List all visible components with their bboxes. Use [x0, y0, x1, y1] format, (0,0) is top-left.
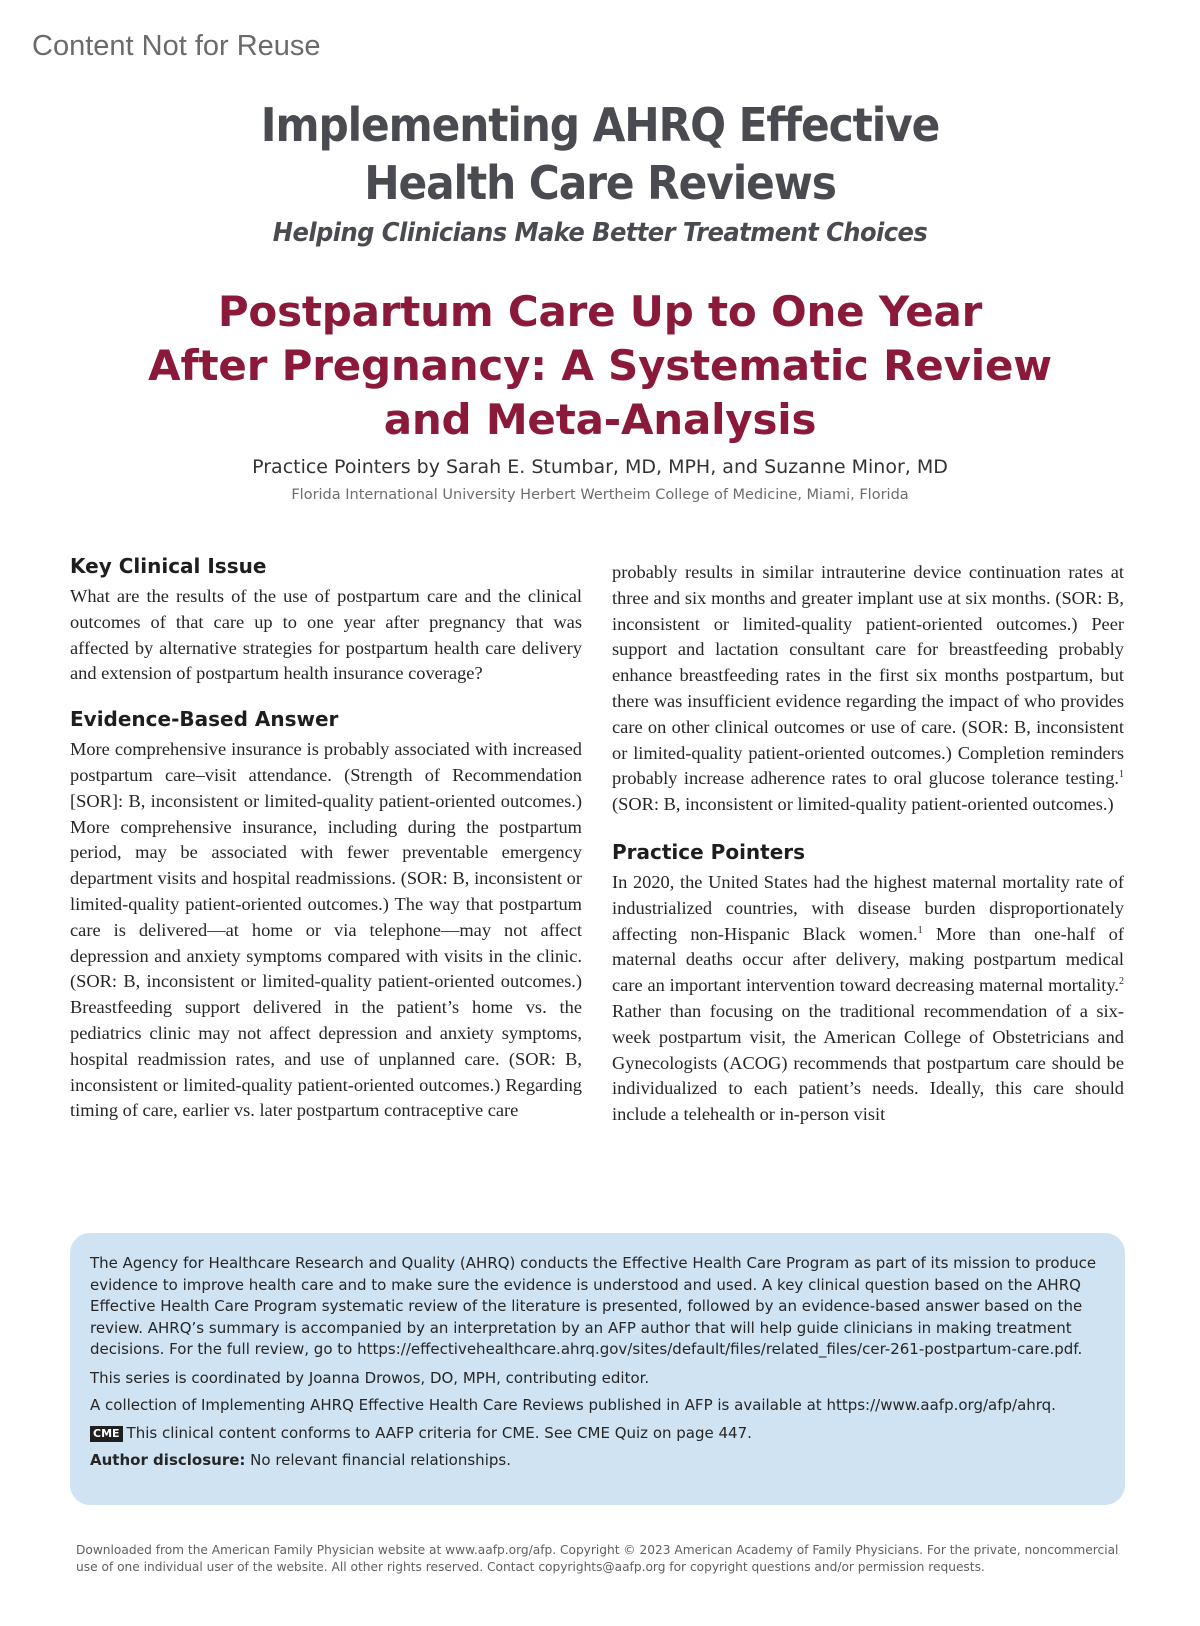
series-subtitle: Helping Clinicians Make Better Treatment Choices [272, 218, 928, 248]
reference-link[interactable]: 2 [1119, 976, 1124, 988]
disclosure-text: No relevant financial relationships. [245, 1451, 511, 1469]
pointers-text-part: Rather than focusing on the traditional recommendation of a six-week postpartum visit, the American College of Obstetricians and Gynecologists (ACOG) recommends that postpartum care should be individualized to each patient’s needs. Ideally, this care should include a telehealth or in-person visit [612, 1000, 1124, 1125]
evidence-text-part: probably results in similar intrauterine device continuation rates at three and six months and greater implant use at six months. (SOR: B, inconsistent or limited-quality patient-oriented outcomes.) Peer support and lactation consultant care for breastfeeding probably enhance breastfeeding rates in the first six months postpartum, but there was insufficient evidence regarding the impact of who provides care on other clinical outcomes or use of care. (SOR: B, inconsistent or limited-quality patient-oriented outcomes.) Completion reminders probably increase adherence rates to oral glucose tolerance testing. [612, 562, 1124, 789]
key-issue-text: What are the results of the use of postpartum care and the clinical outcomes of that care up to one year after pregnancy that was affected by alternative strategies for postpartum health care delivery and extension of postpartum health insurance coverage? [70, 586, 582, 684]
pointers-text-part: More than one-half of maternal deaths occur after delivery, making postpartum medical care an important intervention toward decreasing maternal mortality. [612, 923, 1124, 996]
series-title [48, 96, 1152, 212]
practice-pointers-text [612, 870, 1124, 1128]
info-box-disclosure [90, 1450, 1106, 1472]
info-box-collection: A collection of Implementing AHRQ Effective Health Care Reviews published in AFP is available at https://www.aafp.org/afp/ahrq. [90, 1396, 1056, 1414]
series-title-line: Implementing AHRQ Effective [260, 98, 940, 152]
reference-link[interactable]: 1 [917, 924, 923, 936]
right-column [612, 560, 1124, 1128]
disclosure-label: Author disclosure: [90, 1451, 246, 1469]
watermark-text: Content Not for Reuse [32, 30, 321, 62]
practice-pointers-heading: Practice Pointers [612, 839, 806, 864]
evidence-text-continued [612, 560, 1124, 818]
pointers-text-part: In 2020, the United States had the highest maternal mortality rate of industrialized countries, with disease burden disproportionately affecting non-Hispanic Black women. [612, 871, 1124, 944]
affiliation: Florida International University Herbert Wertheim College of Medicine, Miami, Florida [291, 487, 909, 503]
info-box-coordinator: This series is coordinated by Joanna Drowos, DO, MPH, contributing editor. [90, 1368, 650, 1387]
evidence-text: More comprehensive insurance is probably associated with increased postpartum care–visit attendance. (Strength of Recommendation [SOR]: B, inconsistent or limited-quality patient-oriented outcomes.) More comprehensive insurance, including during the postpartum period, may be associated with fewer preventable emergency department visits and hospital readmissions. (SOR: B, inconsistent or limited-quality patient-oriented outcomes.) The way that postpartum care is delivered—at home or via telephone—may not affect depression and anxiety symptoms compared with visits in the clinic. (SOR: B, inconsistent or limited-quality patient-oriented outcomes.) Breastfeeding support delivered in the patient’s home vs. the pediatrics clinic may not affect depression and anxiety symptoms, hospital readmission rates, and use of unplanned care. (SOR: B, inconsistent or limited-quality patient-oriented outcomes.) Regarding timing of care, earlier vs. later postpartum contraceptive care [70, 739, 582, 1121]
left-column [70, 552, 582, 1124]
article-title-line: Postpartum Care Up to One Year [217, 287, 983, 336]
reference-link[interactable]: 1 [1119, 769, 1124, 781]
info-box-cme [90, 1423, 1106, 1445]
article-title-line: and Meta-Analysis [383, 395, 817, 444]
evidence-heading: Evidence-Based Answer [70, 707, 339, 732]
evidence-text-part: (SOR: B, inconsistent or limited-quality patient-oriented outcomes.) [612, 794, 1114, 815]
cme-badge: CME [90, 1426, 123, 1442]
article-title [0, 285, 1200, 447]
cme-text: This clinical content conforms to AAFP criteria for CME. See CME Quiz on page 447. [126, 1423, 752, 1442]
article-title-line: After Pregnancy: A Systematic Review [148, 341, 1052, 390]
byline: Practice Pointers by Sarah E. Stumbar, MD, MPH, and Suzanne Minor, MD [252, 456, 948, 478]
key-issue-heading: Key Clinical Issue [70, 554, 267, 578]
series-title-line: Health Care Reviews [364, 156, 836, 210]
info-box [70, 1233, 1125, 1505]
info-box-intro: The Agency for Healthcare Research and Quality (AHRQ) conducts the Effective Health Care Program as part of its mission to produce evidence to improve health care and to make sure the evidence is understood and used. A key clinical question based on the AHRQ Effective Health Care Program systematic review of the literature is presented, followed by an evidence-based answer based on the review. AHRQ’s summary is accompanied by an interpretation by an AFP author that will help guide clinicians in making treatment decisions. For the full review, go to https://effectivehealthcare.ahrq.gov/sites/default/files/related_files/cer-261-postpartum-care.pdf. [90, 1254, 1097, 1358]
copyright-footer: Downloaded from the American Family Physician website at www.aafp.org/afp. Copyright © 2023 American Academy of Family Physicians. For the private, noncommercial use of one individual user of the website. All other rights reserved. Contact copyrights@aafp.org for copyright questions and/or permission requests. [76, 1543, 1119, 1574]
